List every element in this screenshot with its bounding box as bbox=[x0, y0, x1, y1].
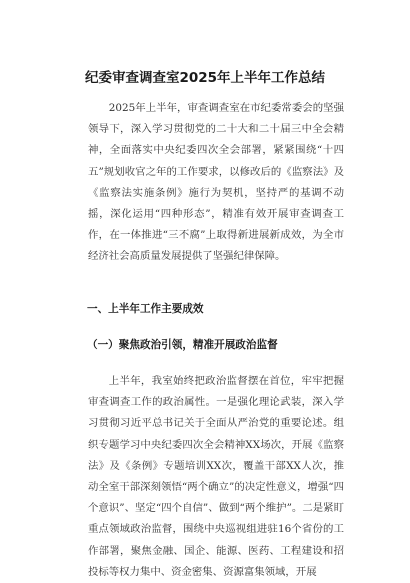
subsection-heading: （一）聚焦政治引领，精准开展政治监督 bbox=[87, 339, 278, 351]
intro-paragraph: 2025年上半年，审查调查室在市纪委常委会的坚强领导下，深入学习贯彻党的二十大和二十届三中全会精神，全面落实中央纪委四次全会部署，紧紧围绕“十四五”规划收官之年的工作要求，以修改后的《监察法》及《监察法实施条例》施行为契机，坚持严的基调不动摇，深化运用“四种形态”，精准有效开展审查调查工作，在一体推进“三不腐”上取得新进展新成效，为全市经济社会高质量发展提供了坚强纪律保障。 bbox=[88, 102, 344, 263]
section-heading: 一、上半年工作主要成效 bbox=[87, 303, 204, 315]
document-title: 纪委审查调查室2025年上半年工作总结 bbox=[84, 70, 326, 86]
subsection-paragraph: 上半年，我室始终把政治监督摆在首位，牢牢把握审查调查工作的政治属性。一是强化理论武装，深入学习贯彻习近平总书记关于全面从严治党的重要论述。组织专题学习中央纪委四次全会精神XX场次，开展《监察法》及《条例》专题培训XX次，覆盖干部XX人次，推动全室干部深刻领悟“两个确立”的决定性意义，增强“四个意识”、坚定“四个自信”、做到“两个维护”。二是紧盯重点领域政治监督，围绕中央巡视组进驻16个省份的工作部署，聚焦金融、国企、能源、医药、工程建设和招投标等权力集中、资金密集、资源富集领域，开展 bbox=[88, 375, 344, 578]
